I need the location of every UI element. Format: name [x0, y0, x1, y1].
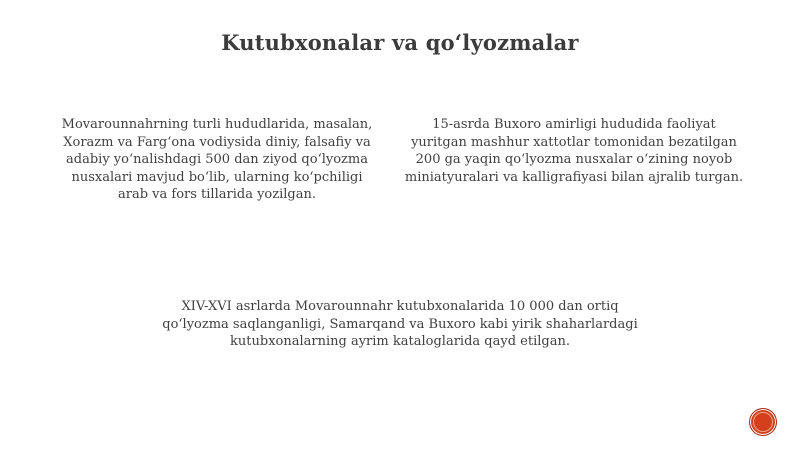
right-paragraph: 15-asrda Buxoro amirligi hududida faoliyat yuritgan mashhur xattotlar tomonidan bezatilgan 200 ga yaqin qo‘lyozma nusxalar o‘zining noyob miniatyuralari va kalligrafiyasi bilan ajralib turgan.	[404, 117, 744, 185]
bottom-paragraph: XIV-XVI asrlarda Movarounnahr kutubxonalarida 10 000 dan ortiq qo‘lyozma saqlanganligi, Samarqand va Buxoro kabi yirik shaharlardagi kutubxonalarning ayrim kataloglarida qayd etilgan.	[162, 299, 638, 350]
circle-button-icon[interactable]	[749, 408, 777, 436]
left-paragraph: Movarounnahrning turli hududlarida, masalan, Xorazm va Farg‘ona vodiysida diniy, falsafiy va adabiy yo‘nalishdagi 500 dan ziyod qo‘lyozma nusxalari mavjud bo‘lib, ularning ko‘pchiligi arab va fors tillarida yozilgan.	[61, 117, 373, 203]
button-ring	[753, 412, 773, 432]
slide-title: Kutubxonalar va qo‘lyozmalar	[221, 30, 579, 55]
